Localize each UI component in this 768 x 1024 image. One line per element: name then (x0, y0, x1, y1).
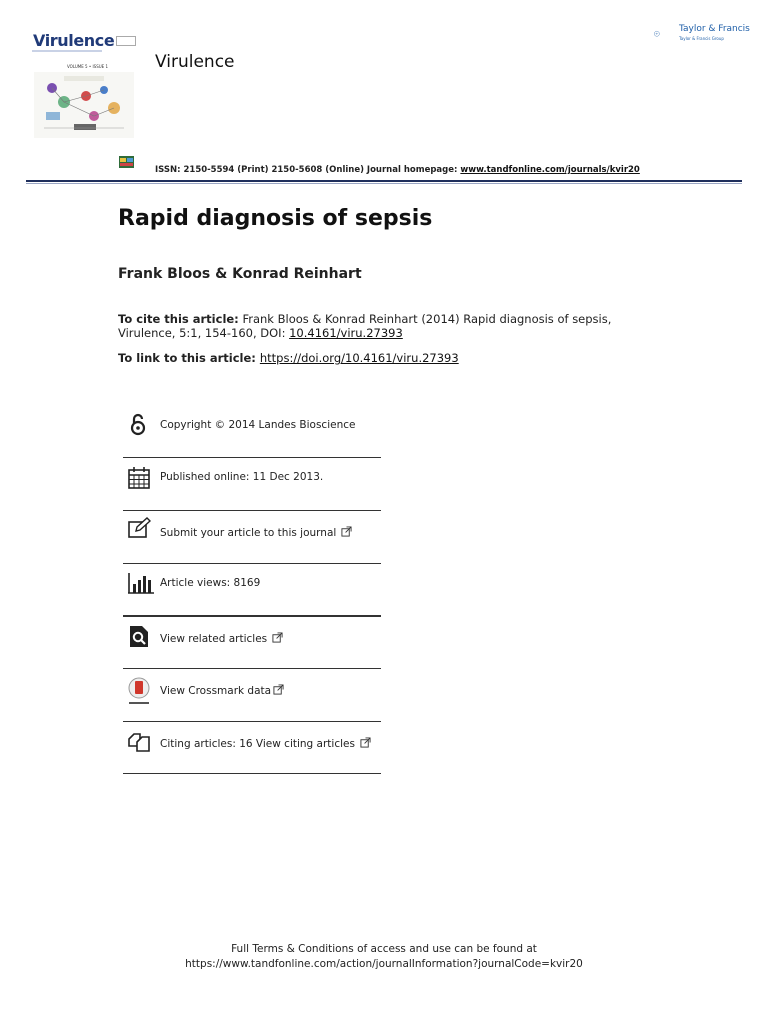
taylor-francis-logo-icon[interactable] (654, 22, 678, 46)
row-divider (123, 510, 381, 511)
external-link-icon (272, 632, 283, 643)
crossmark-link[interactable] (160, 684, 284, 697)
citation-block (118, 312, 658, 340)
bar-chart-icon (127, 571, 155, 595)
citing-link[interactable] (160, 737, 371, 750)
calendar-icon (127, 466, 151, 490)
submit-row[interactable] (123, 512, 381, 564)
cite-label: To cite this article: (118, 312, 239, 326)
row-divider (123, 668, 381, 669)
crossmark-row[interactable] (123, 670, 381, 722)
crossmark-icon (127, 677, 151, 707)
cover-badge (116, 36, 136, 46)
issn-text: ISSN: 2150-5594 (Print) 2150-5608 (Online) Journal homepage: (155, 165, 461, 175)
journal-mini-icon (119, 156, 134, 168)
link-label: To link to this article: (118, 351, 260, 365)
cite-text: Frank Bloos & Konrad Reinhart (2014) Rapid diagnosis of sepsis, Virulence, 5:1, 154-160, DOI: (118, 312, 612, 340)
submit-link[interactable] (160, 526, 352, 539)
copyright-row (123, 406, 381, 458)
row-divider (123, 615, 381, 617)
published-row (123, 459, 381, 511)
journal-homepage-link[interactable]: www.tandfonline.com/journals/kvir20 (460, 165, 640, 175)
published-text: Published online: 11 Dec 2013. (160, 471, 324, 483)
header-divider-thin (26, 183, 742, 184)
citing-articles-icon (127, 730, 151, 754)
crossmark-text[interactable]: View Crossmark data (160, 685, 272, 697)
related-articles-icon (127, 624, 151, 648)
article-title: Rapid diagnosis of sepsis (118, 206, 433, 231)
open-access-icon (127, 413, 151, 437)
issn-line (155, 165, 640, 175)
publisher-name: Taylor & Francis (679, 24, 750, 34)
copyright-text: Copyright © 2014 Landes Bioscience (160, 419, 356, 431)
row-divider (123, 721, 381, 722)
header-divider (26, 180, 742, 182)
footer-terms-link[interactable]: https://www.tandfonline.com/action/journalInformation?journalCode=kvir20 (185, 958, 583, 970)
publisher-subname: Taylor & Francis Group (679, 36, 724, 41)
related-row[interactable] (123, 618, 381, 669)
cover-illustration (34, 72, 134, 138)
row-divider (123, 773, 381, 774)
related-link[interactable] (160, 632, 283, 645)
footer-line-1: Full Terms & Conditions of access and use can be found at (231, 943, 537, 955)
cover-volume: VOLUME 5 • ISSUE 1 (67, 64, 108, 69)
related-text[interactable]: View related articles (160, 633, 268, 645)
citing-row[interactable] (123, 723, 381, 774)
edit-icon (127, 517, 151, 541)
cite-doi-link[interactable]: 10.4161/viru.27393 (289, 326, 403, 340)
external-link-icon (273, 684, 284, 695)
article-authors: Frank Bloos & Konrad Reinhart (118, 266, 362, 282)
external-link-icon (341, 526, 352, 537)
row-divider (123, 563, 381, 564)
citing-text[interactable]: Citing articles: 16 View citing articles (160, 738, 355, 750)
cover-logo: Virulence (33, 31, 115, 50)
views-row (123, 565, 381, 617)
footer-terms (0, 942, 768, 972)
journal-name: Virulence (155, 52, 235, 72)
article-doi-link[interactable]: https://doi.org/10.4161/viru.27393 (259, 351, 459, 365)
journal-cover-thumbnail (32, 30, 136, 140)
article-link-line (118, 351, 459, 365)
external-link-icon (360, 737, 371, 748)
submit-text[interactable]: Submit your article to this journal (160, 527, 337, 539)
cover-subtitle-bar (32, 50, 102, 52)
views-text: Article views: 8169 (160, 577, 261, 589)
row-divider (123, 457, 381, 458)
